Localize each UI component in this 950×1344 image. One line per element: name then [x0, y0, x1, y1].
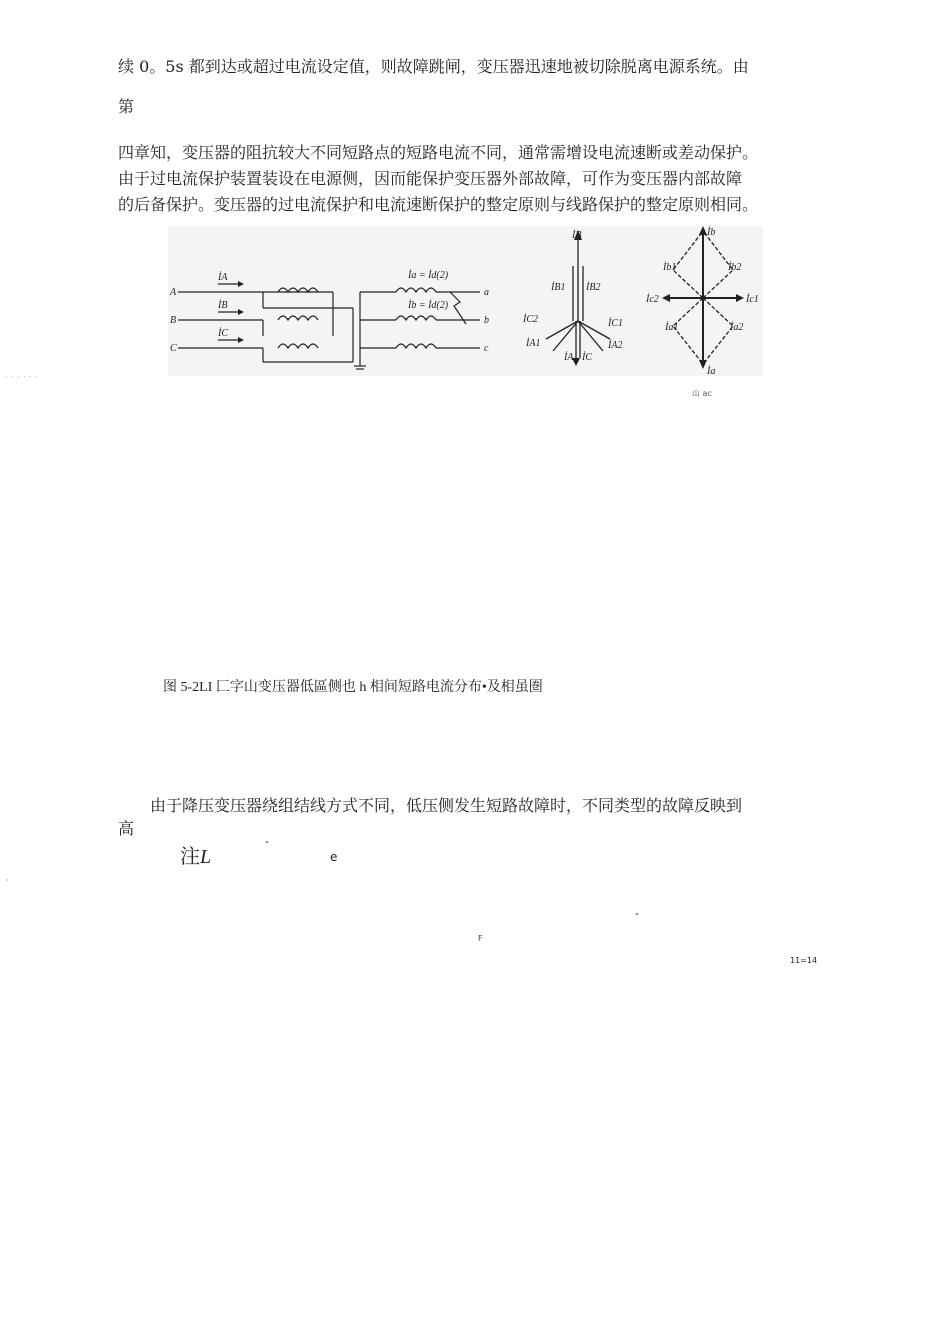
paragraph-line-3: 由于降压变压器绕组结线方式不同，低压侧发生短路故障时，不同类型的故障反映到 — [150, 796, 743, 815]
figure-caption: 图 5-2LI 匚字山变压器低區侧也 h 相间短路电流分布•及相虽圏 — [163, 680, 543, 695]
phasor-label: İa — [707, 366, 716, 376]
current-label: İA — [218, 272, 228, 283]
paragraph-line-2: 第 — [118, 97, 135, 116]
paragraph-line-1: 续 0。5s 都到达或超过电流设定值，则故障跳闸，变压器迅速地被切除脱离电源系统。由 — [118, 57, 749, 76]
phasor-label: İa1 — [665, 322, 679, 333]
terminal-label: a — [484, 287, 489, 298]
phasor-label: İB — [572, 230, 582, 241]
phasor-label: İB1 — [551, 282, 566, 293]
paragraph-block-line: 的后备保护。变压器的过电流保护和电流速断保护的整定原则与线路保护的整定原则相同。 — [118, 195, 759, 214]
terminal-label: A — [170, 287, 177, 298]
transformer-fault-figure — [168, 226, 763, 380]
terminal-label: c — [484, 343, 489, 354]
stray-dots: · · · · · · — [6, 374, 38, 381]
note-text: 注 — [180, 844, 200, 868]
note-label — [180, 843, 211, 870]
paragraph-block-line: 四章知，变压器的阻抗较大不同短路点的短路电流不同，通常需增设电流速断或差动保护。 — [118, 143, 759, 162]
terminal-label: b — [484, 315, 489, 326]
phasor-label: İc2 — [646, 294, 659, 305]
phasor-label: İb1 — [663, 262, 677, 273]
phasor-label: İc1 — [746, 294, 759, 305]
current-label: İa = İd(2) — [408, 270, 449, 281]
stray-mark: " — [635, 912, 639, 921]
stray-mark: " — [265, 840, 269, 849]
current-label: İB — [218, 300, 228, 311]
terminal-label: C — [170, 343, 177, 354]
phasor-label: İC — [582, 352, 592, 363]
phasor-label: İb2 — [728, 262, 742, 273]
phasor-label: İA1 — [526, 338, 541, 349]
phasor-label: İb — [707, 227, 716, 238]
current-label: İb = İd(2) — [408, 300, 449, 311]
stray-mark: · — [6, 876, 9, 885]
phasor-label: İC1 — [608, 318, 623, 329]
terminal-label: B — [170, 315, 177, 326]
paragraph-block — [118, 140, 838, 218]
phasor-label: İA2 — [608, 340, 623, 351]
phasor-label: İC2 — [523, 314, 538, 325]
note-italic: L — [200, 846, 212, 868]
stray-mark: e — [330, 850, 338, 864]
page-number-mark: 11=14 — [790, 956, 818, 965]
phasor-label: İA — [564, 352, 574, 363]
figure-svg — [168, 226, 763, 376]
figure-stray-mark: 山 ac — [692, 389, 712, 398]
phasor-label: İB2 — [586, 282, 601, 293]
paragraph-block-line: 由于过电流保护装置装设在电源侧，因而能保护变压器外部故障，可作为变压器内部故障 — [118, 169, 743, 188]
phasor-label: İa2 — [730, 322, 744, 333]
paragraph-line-4: 高 — [118, 819, 135, 838]
current-label: İC — [218, 328, 228, 339]
stray-mark: F — [478, 934, 483, 943]
